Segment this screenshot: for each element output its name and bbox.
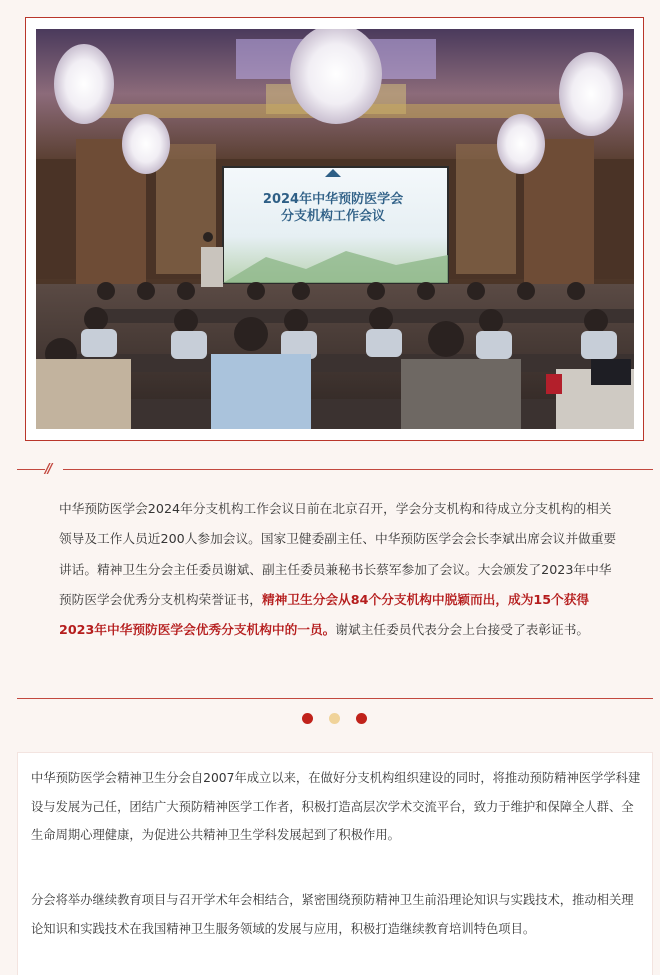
red-dot-icon (302, 713, 313, 724)
quote-marks-icon: // (45, 462, 63, 477)
decorative-dots (302, 713, 368, 724)
intro-highlight: 精神卫生分会从84个分支机构中脱颖而出，成为15个获得2023年中华预防医学会优秀分支机构中的一员。 (59, 591, 590, 638)
slide-title (233, 191, 433, 225)
gold-dot-icon (329, 713, 340, 724)
conference-photo (36, 29, 634, 429)
slide-title-line1: 2024年中华预防医学会 (262, 192, 404, 207)
slide-title-line2: 分支机构工作会议 (280, 209, 385, 224)
intro-tail: 谢斌主任委员代表分会上台接受了表彰证书。 (335, 622, 590, 638)
bottom-divider (17, 698, 653, 699)
red-dot-icon (356, 713, 367, 724)
intro-paragraph (59, 494, 619, 645)
intro-text: 中华预防医学会2024年分支机构工作会议日前在北京召开，学会分支机构和待成立分支机构的相关领导及工作人员近200人参加会议。国家卫健委副主任、中华预防医学会会长李斌出席会议并做重要讲话。精神卫生分会主任委员谢斌、副主任委员兼秘书长蔡军参加了会议。大会颁发了2023年中华预防医学会优秀分支机构荣誉证书， (59, 501, 617, 607)
conference-hall-illustration (36, 29, 634, 429)
top-divider (17, 469, 653, 470)
body-paragraph-2: 分会将举办继续教育项目与召开学术年会相结合，紧密围绕预防精神卫生前沿理论知识与实践技术，推动相关理论知识和实践技术在我国精神卫生服务领域的发展与应用，积极打造继续教育培训特色项目。 (31, 893, 634, 936)
body-paragraph-1: 中华预防医学会精神卫生分会自2007年成立以来，在做好分支机构组织建设的同时，将推动预防精神医学学科建设与发展为己任，团结广大预防精神医学工作者，积极打造高层次学术交流平台，致力于维护和保障全人群、全生命周期心理健康，为促进公共精神卫生学科发展起到了积极作用。 (31, 771, 641, 843)
